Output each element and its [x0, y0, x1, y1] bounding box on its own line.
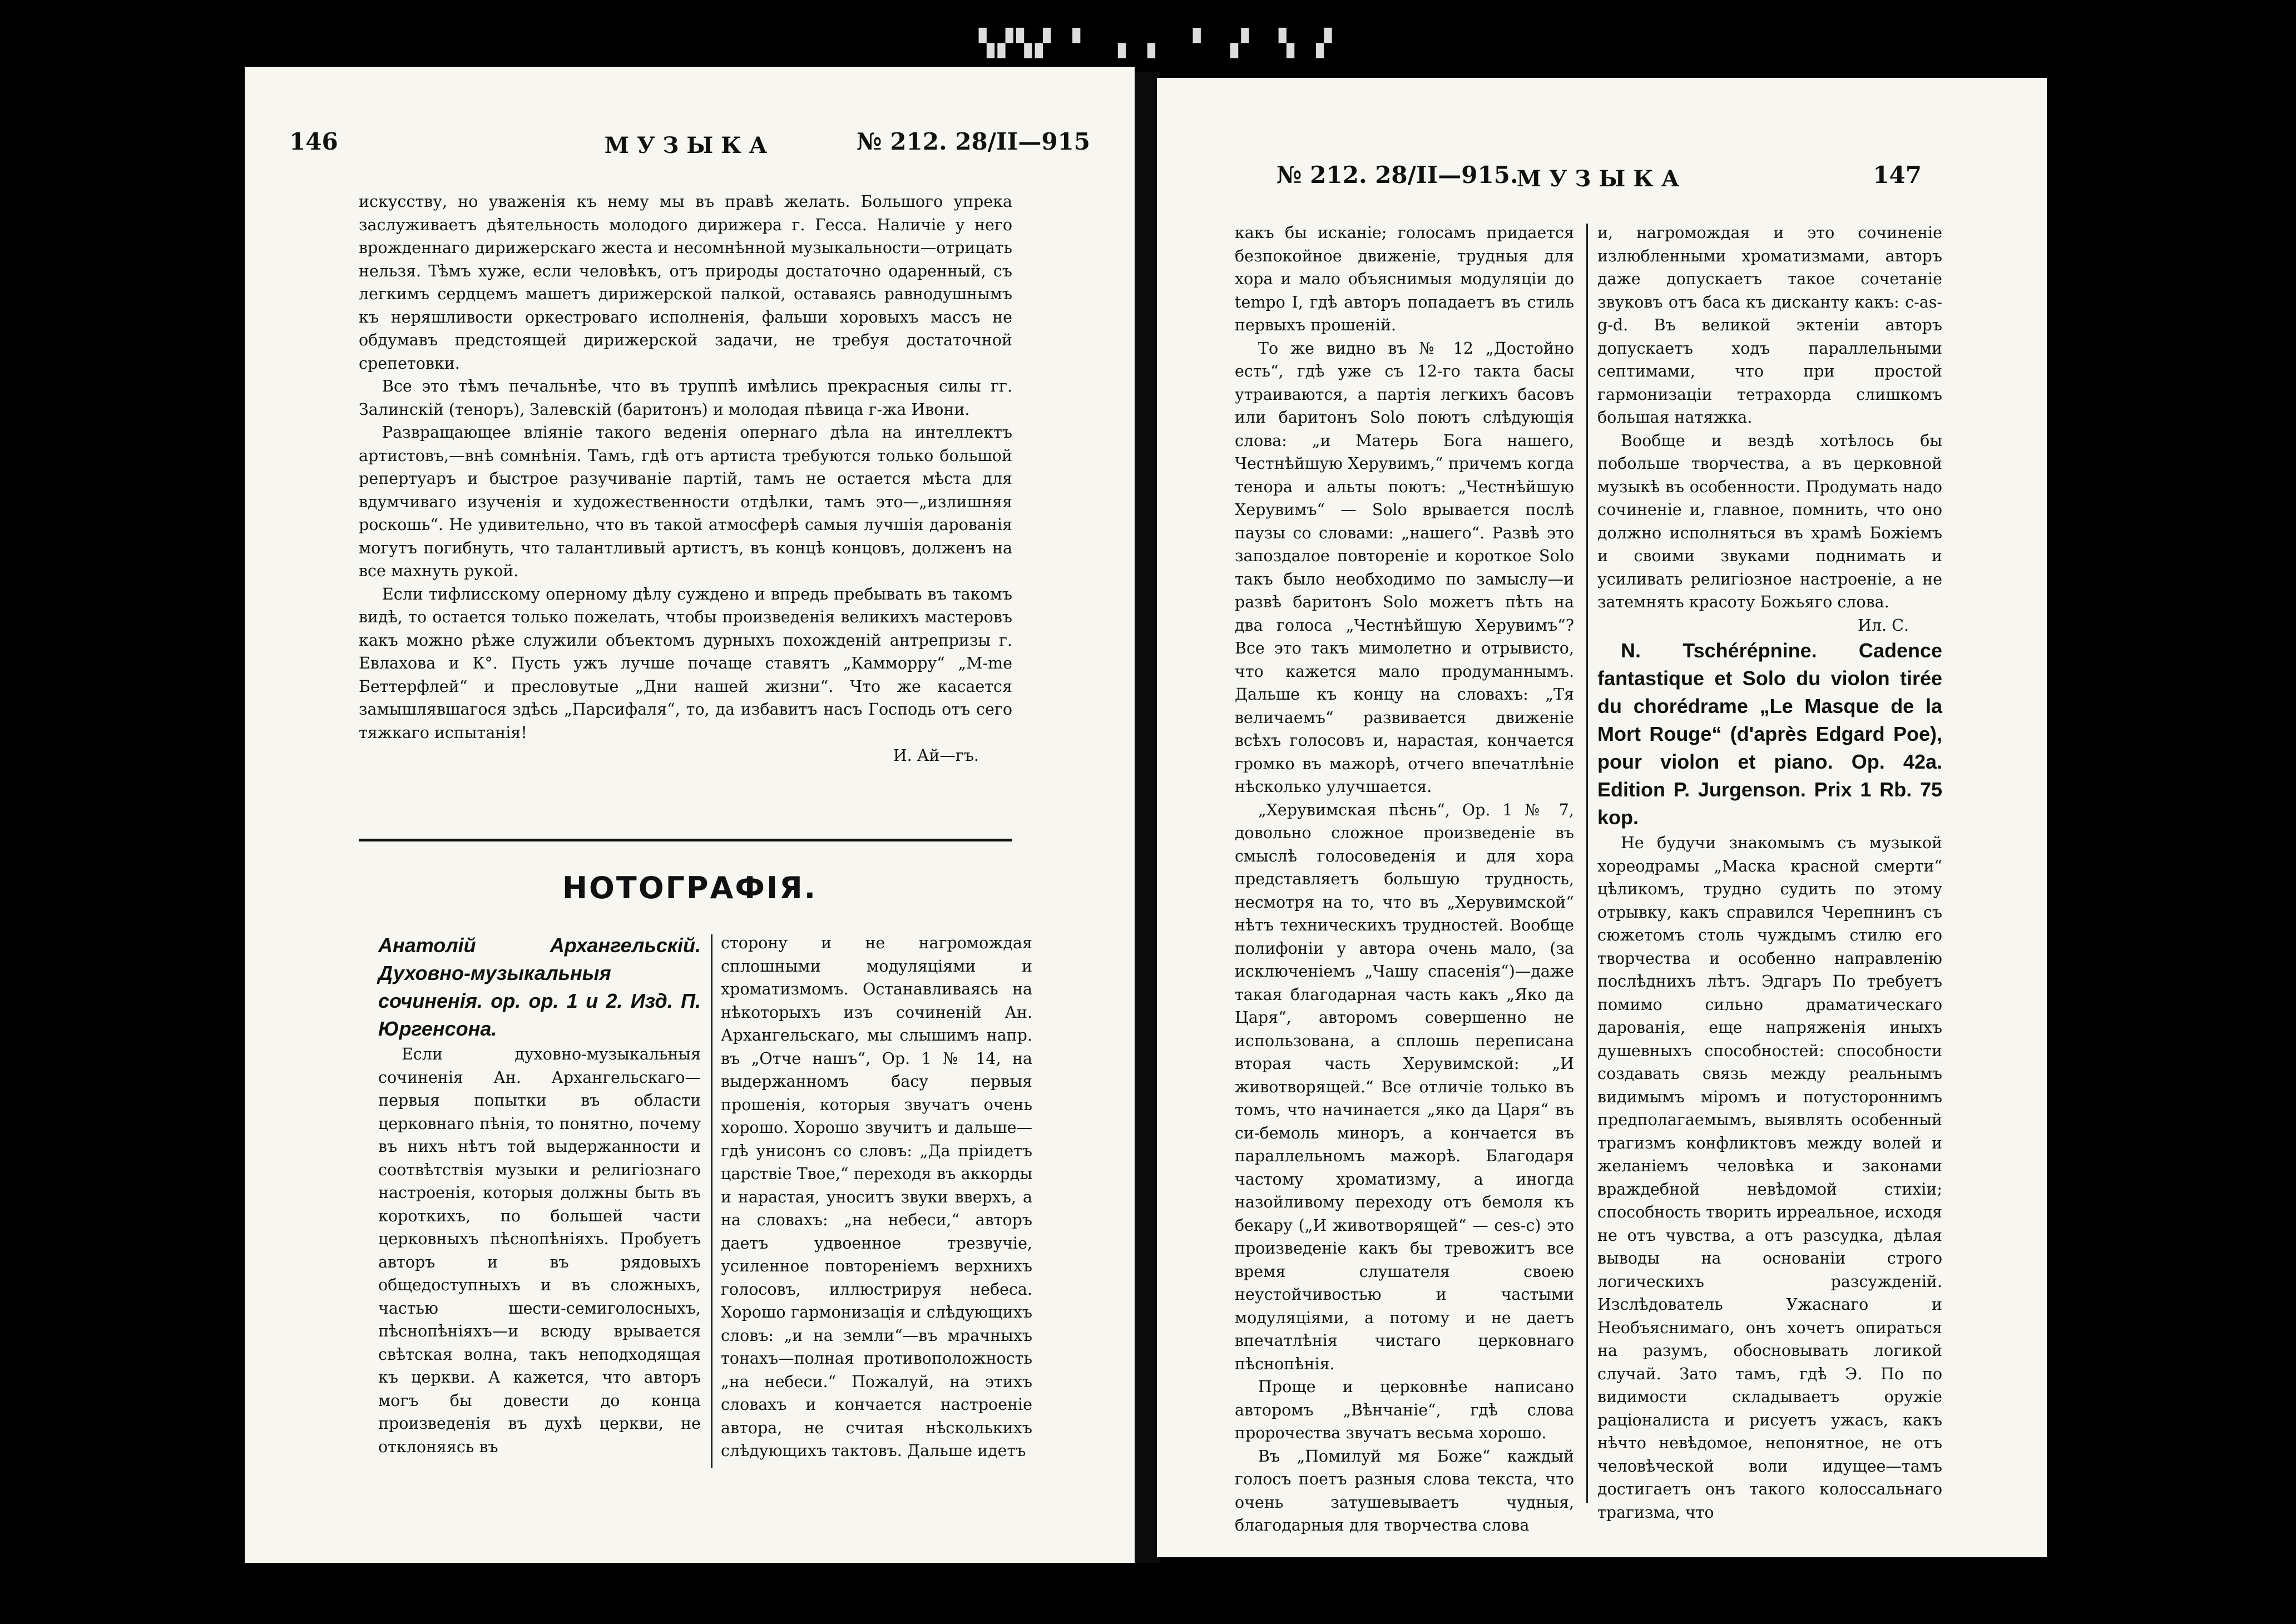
- paragraph: Проще и церковнѣе написано авторомъ „Вѣнчаніе“, гдѣ слова пророчества звучатъ весьма хорошо.: [1235, 1378, 1574, 1442]
- section-divider: [359, 839, 1012, 841]
- paragraph: Вообще и вездѣ хотѣлось бы побольше творчества, а въ церковной музыкѣ въ особенности. Продумать надо сочиненіе и, главное, помнить, что оно должно исполняться въ храмѣ Божіемъ и своими звуками поднимать и усиливать религіозное настроеніе, а не затемнять красоту Божьяго слова.: [1597, 431, 1942, 611]
- issue-number: № 212. 28/II—915.: [1276, 161, 1518, 189]
- section-title: НОТОГРАФІЯ.: [562, 870, 818, 905]
- paragraph: и, нагромождая и это сочиненіе излюбленными хроматизмами, авторъ даже допускаетъ такое сочетаніе звуковъ отъ баса къ дисканту какъ: c-as-g-d. Въ великой эктеніи авторъ допускаетъ ходъ параллельными септимами, что при простой гармонизаціи тетрахорда слишкомъ большая натяжка.: [1597, 224, 1942, 427]
- opera-review-text: [359, 190, 1012, 768]
- paragraph: какъ бы исканіе; голосамъ придается безпокойное движеніе, трудныя для хора и мало объяснимыя модуляціи до tempo I, гдѣ авторъ попадаетъ въ стиль первыхъ прошеній.: [1235, 224, 1574, 334]
- page-number: 147: [1873, 161, 1922, 189]
- journal-title: МУЗЫКА: [604, 132, 775, 159]
- right-column-1: [1235, 221, 1574, 1537]
- paragraph: Въ „Помилуй мя Боже“ каждый голосъ поетъ разныя слова текста, что очень затушевываетъ чудныя, благодарныя для творчества слова: [1235, 1447, 1574, 1534]
- review-heading: N. Tschérépnine. Cadence fantastique et Solo du violon tirée du chorédrame „Le Masque de la Mort Rouge“ (d'après Edgard Poe), pour violon et piano. Op. 42a. Edition P. Jurgenson. Prix 1 Rb. 75 kop.: [1597, 639, 1942, 829]
- paragraph: То же видно въ № 12 „Достойно есть“, гдѣ уже съ 12-го такта басы утраиваются, а партія легкихъ басовъ или баритонъ Solo поютъ слѣдующія слова: „и Матерь Бога нашего, Честнѣйшую Херувимъ,“ причемъ когда тенора и альты поютъ: „Честнѣйшую Херувимъ“ — Solo врывается послѣ паузы со словами: „нашего“. Развѣ это запоздалое повтореніе и короткое Solo такъ было необходимо по замыслу—и развѣ баритонъ Solo можетъ пѣть на два голоса „Честнѣйшую Херувимъ“? Все это такъ мимолетно и отрывисто, что кажется мало продуманнымъ. Дальше къ концу на словахъ: „Тя величаемъ“ развивается движеніе всѣхъ голосовъ и, нарастая, кончается громко въ мажорѣ, отчего впечатлѣніе нѣсколько улучшается.: [1235, 339, 1574, 796]
- journal-title: МУЗЫКА: [1516, 166, 1688, 192]
- right-running-header: [1201, 161, 2002, 206]
- review-column-1: [378, 932, 701, 1458]
- paragraph: Если тифлисскому оперному дѣлу суждено и впредь пребывать въ такомъ видѣ, то остается только пожелать, чтобы произведенія великихъ мастеровъ какъ можно рѣже служили объектомъ дурныхъ похожденій антрепризы г. Евлахова и К°. Пусть ужъ лучше почаще ставятъ „Камморру“ „М-me Беттерфлей“ и пресловутые „Дни нашей жизни“. Что же касается замышлявшагося здѣсь „Парсифаля“, то, да избавитъ насъ Господь отъ сего тяжкаго испытанія!: [359, 585, 1012, 742]
- paragraph: сторону и не нагромождая сплошными модуляціями и хроматизмомъ. Останавливаясь на нѣкоторыхъ изъ сочиненій Ан. Архангельскаго, мы слышимъ напр. въ „Отче нашъ“, Ор. 1 № 14, на выдержанномъ басу первыя прошенія, которыя звучатъ очень хорошо. Хорошо звучитъ и дальше—гдѣ унисонъ со словъ: „Да пріидетъ царствіе Твое,“ переходя въ аккорды и нарастая, уноситъ звуки вверхъ, а на словахъ: „на небеси,“ авторъ даетъ удвоенное трезвучіе, усиленное повтореніемъ верхнихъ голосовъ, иллюстрируя небеса. Хорошо гармонизація и слѣдующихъ словъ: „и на земли“—въ мрачныхъ тонахъ—полная противоположность „на небеси.“ Пожалуй, на этихъ словахъ и кончается настроеніе автора, не считая нѣсколькихъ слѣдующихъ тактовъ. Дальше идетъ: [721, 934, 1032, 1460]
- column-rule: [711, 934, 712, 1468]
- left-page: [245, 67, 1135, 1563]
- author-signature: И. Ай—гъ.: [893, 746, 979, 765]
- right-page: [1157, 78, 2047, 1557]
- right-column-2: [1597, 221, 1942, 1524]
- review-heading: Анатолій Архангельскій. Духовно-музыкальныя сочиненія. ор. ор. 1 и 2. Изд. П. Юргенсона.: [378, 934, 701, 1040]
- paragraph: Не будучи знакомымъ съ музыкой хореодрамы „Маска красной смерти“ цѣликомъ, трудно судить по этому отрывку, какъ справился Черепнинъ съ сюжетомъ столь чуждымъ стилю его творчества и особенно направленію послѣднихъ лѣтъ. Эдгаръ По требуетъ помимо сильно драматическаго дарованія, еще напряженія иныхъ душевныхъ способностей: способности создавать связь между реальнымъ видимымъ міромъ и потустороннимъ предполагаемымъ, выявлять особенный трагизмъ конфликтовъ между волей и желаніемъ человѣка и законами враждебной невѣдомой стихіи; способность творить ирреальное, исходя не отъ чувства, а отъ разсудка, дѣлая выводы на основаніи строго логическихъ разсужденій. Изслѣдователь Ужаснаго и Необъяснимаго, онъ хочетъ опираться на разумъ, обосновывать логикой случай. Зато тамъ, гдѣ Э. По по видимости складываетъ оружіе раціоналиста и рисуетъ ужасъ, какъ нѣчто невѣдомое, непонятное, не отъ человѣческой воли идущее—тамъ достигаетъ онъ такого колоссальнаго трагизма, что: [1597, 834, 1942, 1522]
- book-gutter: [1132, 72, 1160, 1563]
- paragraph: искусству, но уваженія къ нему мы въ правѣ желать. Большого упрека заслуживаетъ дѣятельность молодого дирижера г. Гесса. Наличіе у него врожденнаго дирижерскаго жеста и несомнѣнной музыкальности—отрицать нельзя. Тѣмъ хуже, если человѣкъ, отъ природы достаточно одаренный, съ легкимъ сердцемъ машетъ дирижерской палкой, оставаясь равнодушнымъ къ неряшливости оркестроваго исполненія, фальши хоровыхъ массъ не обдумавъ предстоящей дирижерской задачи, не требуя достаточной срепетовки.: [359, 192, 1012, 373]
- scanner-marks: ▚▞▚▞ ▘ ▗ ▖ ▝ ▗▘ ▚ ▞: [979, 28, 1335, 58]
- issue-number: № 212. 28/II—915: [857, 128, 1090, 155]
- column-rule: [1586, 224, 1588, 1503]
- paragraph: Если духовно-музыкальныя сочиненія Ан. Архангельскаго—первыя попытки въ области церковнаго пѣнія, то понятно, почему въ нихъ нѣтъ той выдержанности и соотвѣтствія музыки и религіознаго настроенія, которыя должны быть въ короткихъ, по большей части церковныхъ пѣснопѣніяхъ. Пробуетъ авторъ и въ рядовыхъ общедоступныхъ и въ сложныхъ, частью шести-семиголосныхъ, пѣснопѣніяхъ—и всюду врывается свѣтская волна, такъ неподходящая къ церкви. А кажется, что авторъ могъ бы довести до конца произведенія въ духѣ церкви, не отклоняясь въ: [378, 1045, 701, 1456]
- review-column-2: [721, 932, 1032, 1463]
- paragraph: „Херувимская пѣснь“, Ор. 1 № 7, довольно сложное произведеніе въ смыслѣ голосоведенія и для хора представляетъ большую трудность, несмотря на то, что въ „Херувимской“ нѣтъ техническихъ трудностей. Вообще полифоніи у автора очень мало, (за исключеніемъ „Чашу спасенія“)—даже такая благодарная часть какъ „Яко да Царя“, авторомъ совершенно не использована, а сплошь переписана вторая часть Херувимской: „И животворящей.“ Все отличіе только въ томъ, что начинается „яко да Царя“ въ си-бемоль миноръ, а кончается въ параллельномъ мажорѣ. Благодаря частому хроматизму, а иногда назойливому переходу отъ бемоля къ бекару („И животворящей“ — ces-c) это произведеніе какъ бы тревожитъ все время слушателя своею неустойчивостью и частыми модуляціями, а потому и не даетъ впечатлѣнія чистаго церковнаго пѣснопѣнія.: [1235, 800, 1574, 1373]
- paragraph: Развращающее вліяніе такого веденія опернаго дѣла на интеллектъ артистовъ,—внѣ сомнѣнія. Тамъ, гдѣ отъ артиста требуются только большой репертуаръ и быстрое разучиваніе партій, тамъ не остается мѣста для вдумчиваго изученія и художественности отдѣлки, тамъ это—„излишняя роскошь“. Не удивительно, что въ такой атмосферѣ самыя лучшія дарованія могутъ погибнуть, что талантливый артистъ, въ концѣ концовъ, долженъ на все махнуть рукой.: [359, 423, 1012, 580]
- author-signature: Ил. С.: [1858, 616, 1909, 635]
- page-number: 146: [289, 128, 338, 155]
- left-running-header: [289, 128, 1090, 172]
- paragraph: Все это тѣмъ печальнѣе, что въ труппѣ имѣлись прекрасныя силы гг. Залинскій (теноръ), Залевскій (баритонъ) и молодая пѣвица г-жа Ивони.: [359, 377, 1012, 419]
